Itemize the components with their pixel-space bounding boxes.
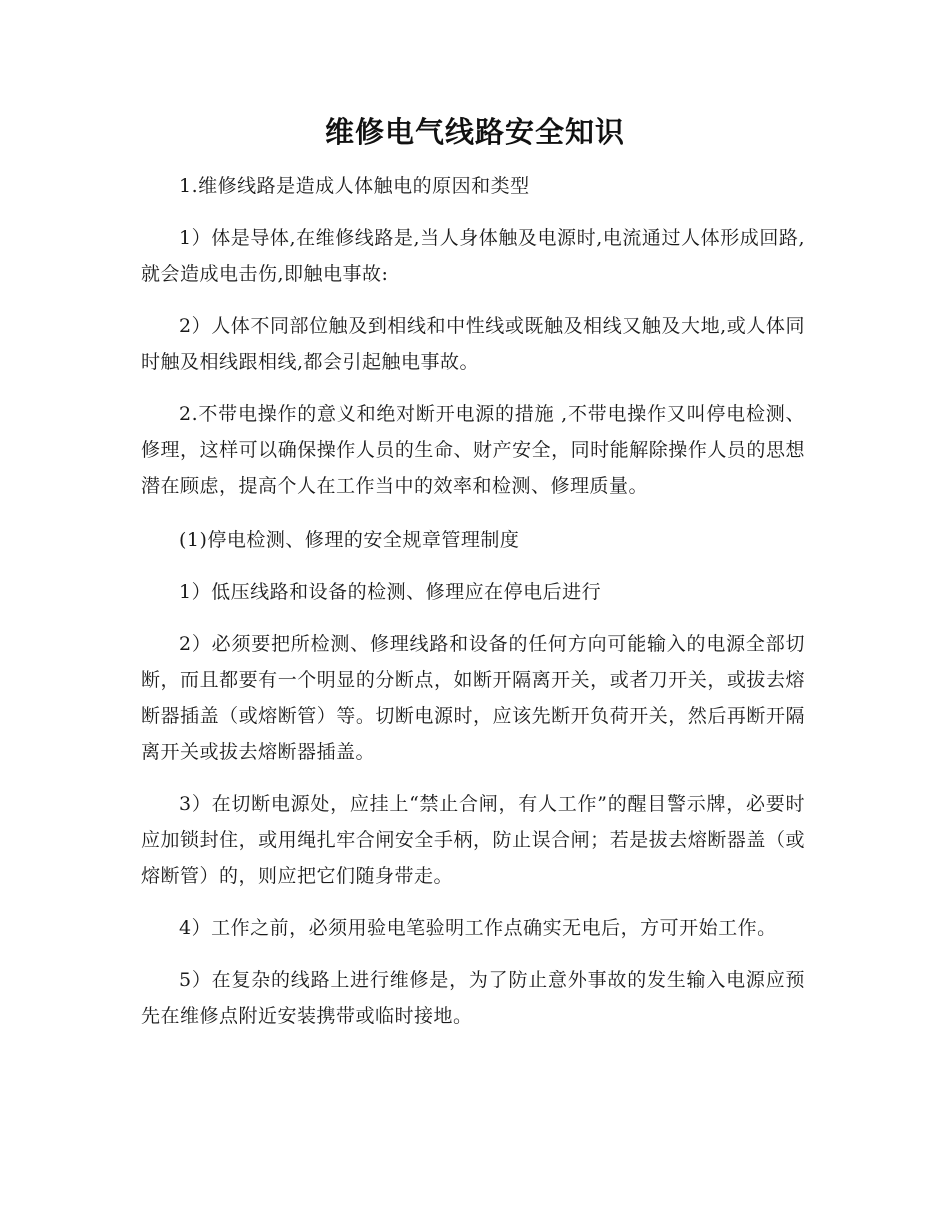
paragraph-5: (1)停电检测、修理的安全规章管理制度	[179, 529, 520, 551]
paragraph-8: 3）在切断电源处，应挂上“禁止合闸，有人工作”的醒目警示牌，必要时应加锁封住，或用绳扎牢合闸安全手柄，防止误合闸；若是拔去熔断器盖（或熔断管）的，则应把它们随身带走。	[141, 793, 805, 887]
paragraph-6: 1）低压线路和设备的检测、修理应在停电后进行	[179, 581, 602, 603]
paragraph-7: 2）必须要把所检测、修理线路和设备的任何方向可能输入的电源全部切断，而且都要有一个明显的分断点，如断开隔离开关，或者刀开关，或拔去熔断器插盖（或熔断管）等。切断电源时，应该先断开负荷开关，然后再断开隔离开关或拔去熔断器插盖。	[141, 633, 805, 763]
paragraph-2: 1）体是导体,在维修线路是,当人身体触及电源时,电流通过人体形成回路,就会造成电击伤,即触电事故:	[141, 227, 805, 285]
paragraph-1: 1.维修线路是造成人体触电的原因和类型	[179, 175, 530, 197]
paragraph-3: 2）人体不同部位触及到相线和中性线或既触及相线又触及大地,或人体同时触及相线跟相线,都会引起触电事故。	[141, 315, 805, 373]
document-body	[141, 168, 805, 1034]
paragraph-9: 4）工作之前，必须用验电笔验明工作点确实无电后，方可开始工作。	[179, 917, 777, 939]
document-title: 维修电气线路安全知识	[324, 115, 625, 149]
paragraph-10: 5）在复杂的线路上进行维修是，为了防止意外事故的发生输入电源应预先在维修点附近安装携带或临时接地。	[141, 969, 805, 1027]
paragraph-4: 2.不带电操作的意义和绝对断开电源的措施 ,不带电操作又叫停电检测、修理，这样可以确保操作人员的生命、财产安全，同时能解除操作人员的思想潜在顾虑，提高个人在工作当中的效率和检测、修理质量。	[141, 403, 805, 497]
